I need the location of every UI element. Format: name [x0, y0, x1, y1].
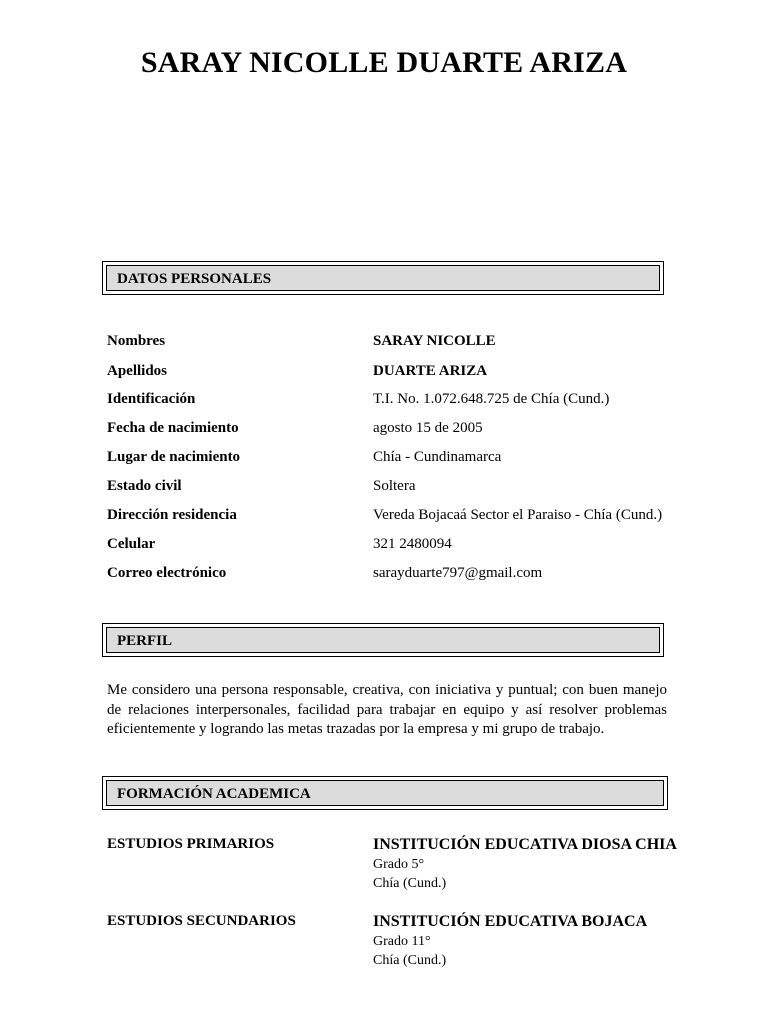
education-level: ESTUDIOS SECUNDARIOS: [107, 913, 296, 929]
education-grade: Grado 11°: [373, 934, 431, 949]
personal-row-apellidos: [107, 363, 707, 385]
section-header-education-label: FORMACIÓN ACADEMICA: [106, 780, 664, 806]
education-institution: INSTITUCIÓN EDUCATIVA BOJACA: [373, 913, 648, 930]
personal-row-direccion: [107, 507, 707, 529]
education-place: Chía (Cund.): [373, 876, 447, 891]
personal-label: Celular: [107, 536, 156, 552]
personal-value: Chía - Cundinamarca: [373, 449, 502, 465]
personal-value: 321 2480094: [373, 536, 452, 552]
education-grade: Grado 5°: [373, 857, 425, 872]
personal-label: Dirección residencia: [107, 507, 237, 523]
section-header-profile: [102, 623, 664, 657]
personal-label: Nombres: [107, 333, 166, 349]
page-title: SARAY NICOLLE DUARTE ARIZA: [140, 46, 628, 79]
personal-value: T.I. No. 1.072.648.725 de Chía (Cund.): [373, 391, 610, 407]
education-place: Chía (Cund.): [373, 953, 447, 968]
personal-row-lugar-nacimiento: [107, 449, 707, 471]
personal-label: Correo electrónico: [107, 565, 227, 581]
education-level: ESTUDIOS PRIMARIOS: [107, 836, 275, 852]
personal-value: SARAY NICOLLE: [373, 333, 496, 349]
personal-label: Lugar de nacimiento: [107, 449, 241, 465]
personal-label: Apellidos: [107, 363, 168, 379]
personal-label: Identificación: [107, 391, 196, 407]
profile-paragraph: Me considero una persona responsable, creativa, con iniciativa y puntual; con buen manejo de relaciones interpersonales, facilidad para trabajar en equipo y así resolver problemas eficientemente y logrando las metas trazadas por la empresa y mi grupo de trabajo.: [107, 682, 667, 737]
personal-row-correo: [107, 565, 707, 587]
personal-row-fecha-nacimiento: [107, 420, 707, 442]
personal-label: Fecha de nacimiento: [107, 420, 239, 436]
personal-value: sarayduarte797@gmail.com: [373, 565, 543, 581]
personal-value: Vereda Bojacaá Sector el Paraiso - Chía (Cund.): [373, 507, 663, 523]
section-header-profile-label: PERFIL: [106, 627, 660, 653]
personal-row-identificacion: [107, 391, 707, 413]
personal-value: Soltera: [373, 478, 416, 494]
personal-label: Estado civil: [107, 478, 182, 494]
education-institution: INSTITUCIÓN EDUCATIVA DIOSA CHIA: [373, 836, 677, 853]
section-header-personal: [102, 261, 664, 295]
personal-row-estado-civil: [107, 478, 707, 500]
personal-value: DUARTE ARIZA: [373, 363, 488, 379]
section-header-education: [102, 776, 668, 810]
personal-row-celular: [107, 536, 707, 558]
section-header-personal-label: DATOS PERSONALES: [106, 265, 660, 291]
personal-row-nombres: [107, 333, 707, 355]
personal-value: agosto 15 de 2005: [373, 420, 483, 436]
